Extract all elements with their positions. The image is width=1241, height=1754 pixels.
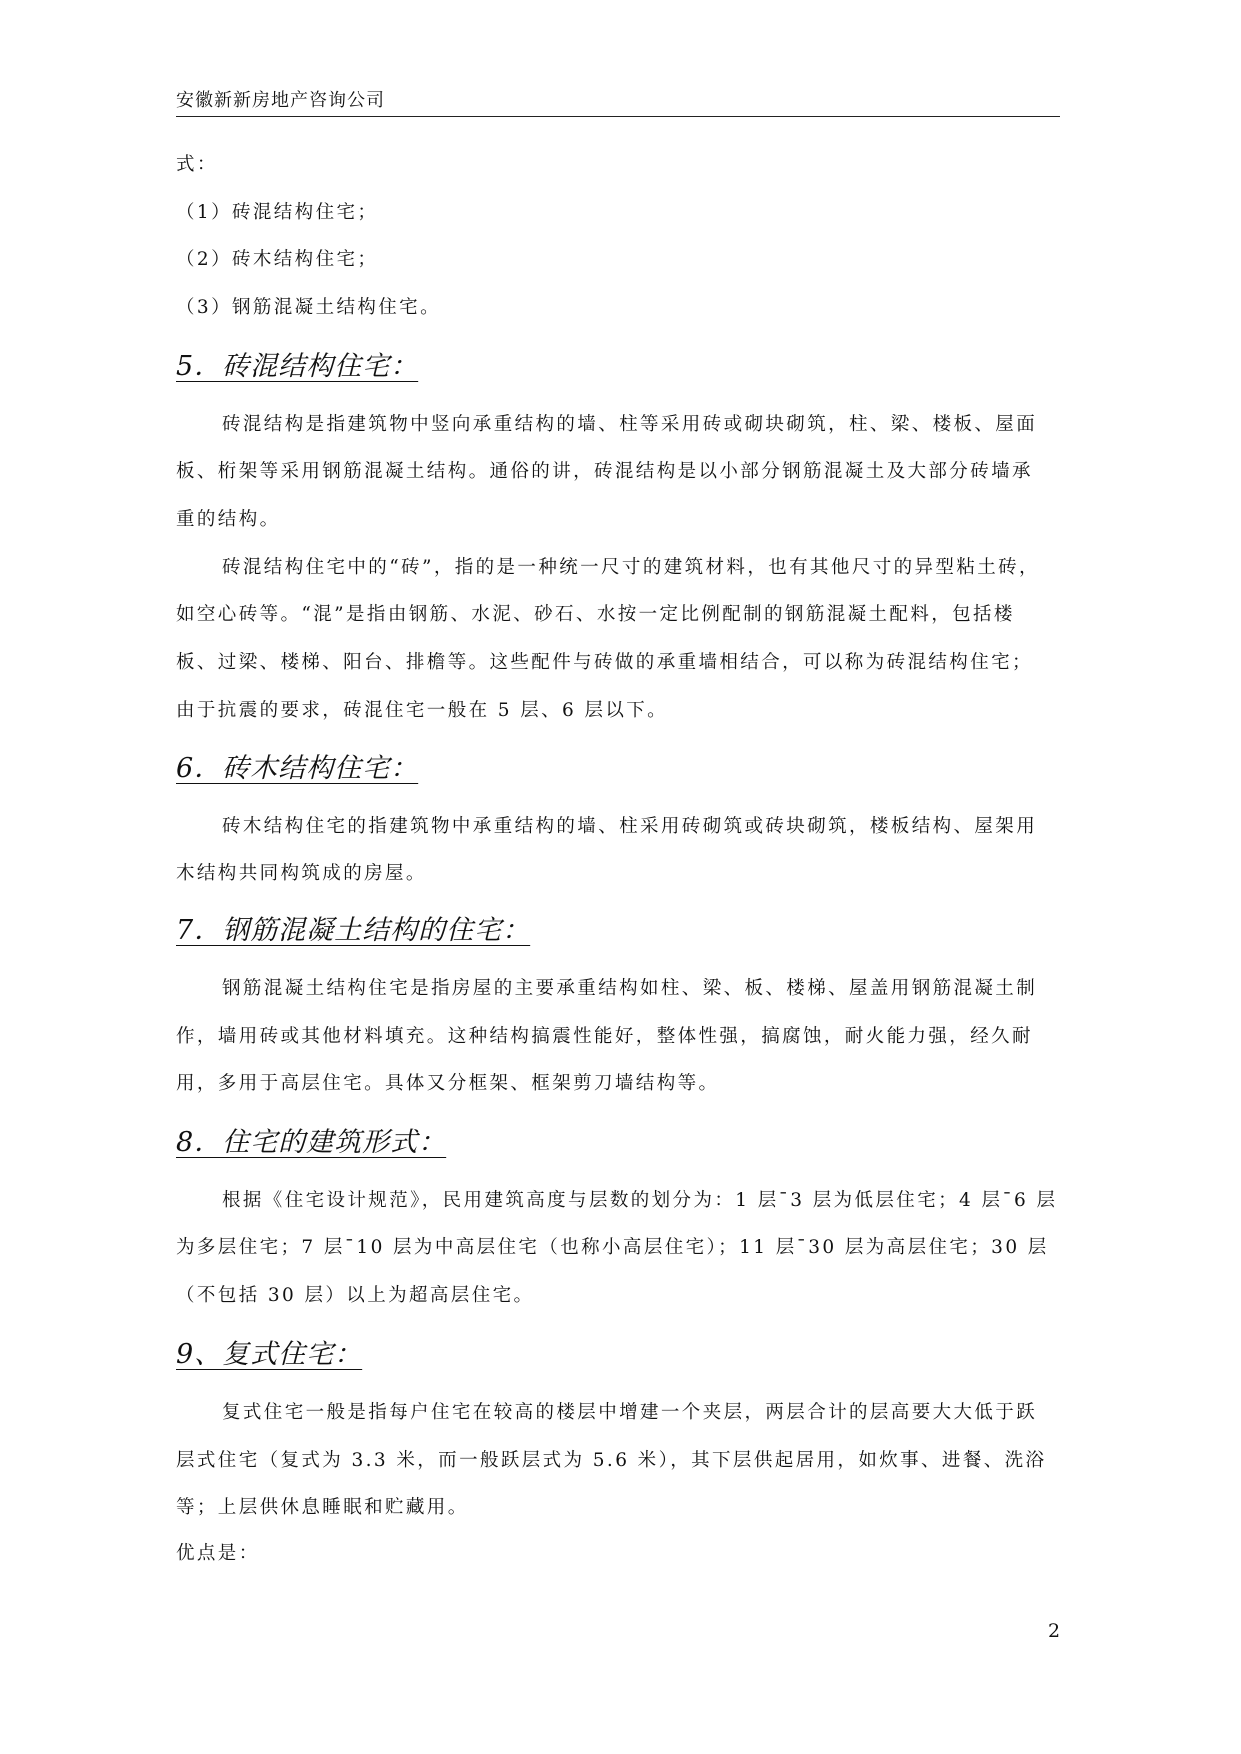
- paragraph-line: 为多层住宅；7 层¯10 层为中高层住宅（也称小高层住宅）；11 层¯30 层为高层住宅；30 层: [176, 1237, 1049, 1258]
- paragraph-line: 层式住宅（复式为 3.3 米，而一般跃层式为 5.6 米），其下层供起居用，如炊事、进餐、洗浴: [176, 1450, 1047, 1471]
- paragraph-line: 钢筋混凝土结构住宅是指房屋的主要承重结构如柱、梁、板、楼梯、屋盖用钢筋混凝土制: [222, 978, 1038, 999]
- paragraph-line: 木结构共同构筑成的房屋。: [176, 863, 427, 884]
- section-heading-7: 7．钢筋混凝土结构的住宅：: [176, 915, 531, 946]
- paragraph-line: 板、桁架等采用钢筋混凝土结构。通俗的讲，砖混结构是以小部分钢筋混凝土及大部分砖墙承: [176, 461, 1033, 482]
- paragraph-line: 砖混结构住宅中的“砖”，指的是一种统一尺寸的建筑材料，也有其他尺寸的异型粘土砖，: [222, 557, 1040, 578]
- company-name: 安徽新新房地产咨询公司: [176, 90, 385, 111]
- paragraph-line: 等；上层供休息睡眠和贮藏用。: [176, 1497, 469, 1518]
- paragraph-line: 砖木结构住宅的指建筑物中承重结构的墙、柱采用砖砌筑或砖块砌筑，楼板结构、屋架用: [222, 816, 1038, 837]
- paragraph-line: 优点是：: [176, 1543, 260, 1564]
- paragraph-line: 作，墙用砖或其他材料填充。这种结构搞震性能好，整体性强，搞腐蚀，耐火能力强，经久耐: [176, 1026, 1033, 1047]
- paragraph-line: 用，多用于高层住宅。具体又分框架、框架剪刀墙结构等。: [176, 1073, 720, 1094]
- paragraph-line: 复式住宅一般是指每户住宅在较高的楼层中增建一个夹层，两层合计的层高要大大低于跃: [222, 1402, 1038, 1423]
- paragraph-line: 板、过梁、楼梯、阳台、排檐等。这些配件与砖做的承重墙相结合，可以称为砖混结构住宅；: [176, 652, 1033, 673]
- section-heading-5: 5．砖混结构住宅：: [176, 351, 419, 382]
- page-number: 2: [1048, 1620, 1061, 1642]
- list-item-2: （2）砖木结构住宅；: [176, 249, 379, 270]
- list-item-3: （3）钢筋混凝土结构住宅。: [176, 297, 441, 318]
- paragraph-line: 由于抗震的要求，砖混住宅一般在 5 层、6 层以下。: [176, 700, 669, 721]
- section-heading-8: 8．住宅的建筑形式：: [176, 1127, 447, 1158]
- paragraph-line: 砖混结构是指建筑物中竖向承重结构的墙、柱等采用砖或砌块砌筑，柱、梁、楼板、屋面: [222, 414, 1038, 435]
- paragraph-line: 重的结构。: [176, 509, 281, 530]
- page-header: [176, 90, 1060, 117]
- intro-line: 式：: [176, 154, 218, 175]
- paragraph-line: （不包括 30 层）以上为超高层住宅。: [176, 1285, 535, 1306]
- section-heading-9: 9、复式住宅：: [176, 1339, 363, 1370]
- paragraph-line: 根据《住宅设计规范》，民用建筑高度与层数的划分为：1 层¯3 层为低层住宅；4 层¯6 层: [222, 1190, 1058, 1211]
- section-heading-6: 6．砖木结构住宅：: [176, 753, 419, 784]
- paragraph-line: 如空心砖等。“混”是指由钢筋、水泥、砂石、水按一定比例配制的钢筋混凝土配料，包括楼: [176, 604, 1015, 625]
- list-item-1: （1）砖混结构住宅；: [176, 202, 379, 223]
